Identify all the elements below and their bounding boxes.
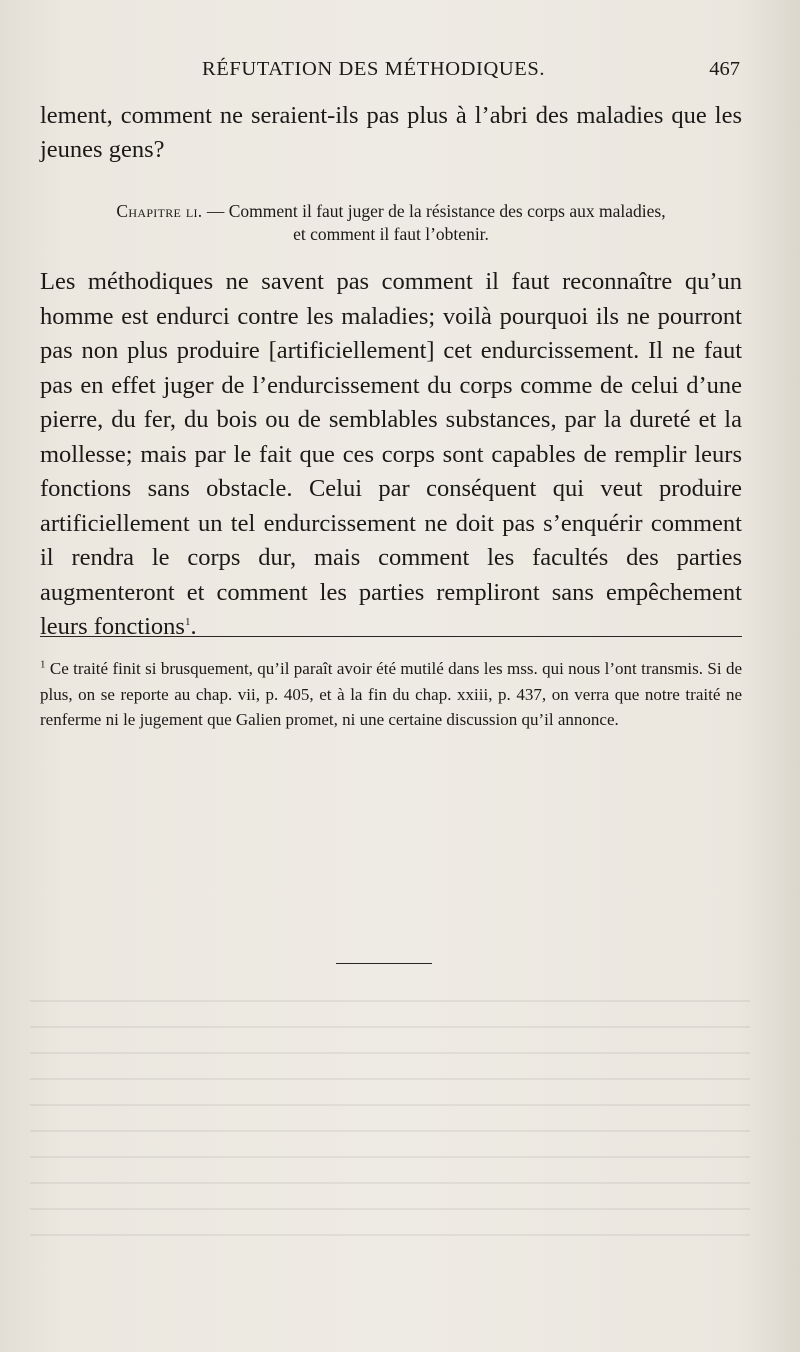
- footnote-separator: [40, 636, 742, 637]
- end-of-text-rule: [336, 963, 432, 964]
- running-header: [40, 58, 740, 88]
- page-number: 467: [709, 58, 740, 80]
- running-title: RÉFUTATION DES MÉTHODIQUES.: [202, 58, 546, 80]
- chapter-title-line1: — Comment il faut juger de la résistance des corps aux maladies,: [202, 201, 666, 221]
- chapter-label: Chapitre li.: [116, 201, 203, 221]
- chapter-heading: [40, 200, 742, 246]
- main-paragraph-text: Les méthodiques ne savent pas comment il faut reconnaître qu’un homme est endurci contre les maladies; voilà pourquoi ils ne pourront pas non plus produire [artificiellement] cet endurcissement. Il ne faut pas en effet juger de l’endurcissement du corps comme de celui d’une pierre, du fer, du bois ou de semblables substances, par la dureté et la mollesse; mais par le fait que ces corps sont capables de remplir leurs fonctions sans obstacle. Celui par conséquent qui veut produire artificiellement un tel endurcissement ne doit pas s’enquérir comment il rendra le corps dur, mais comment les facultés des parties augmenteront et comment les parties rempliront sans empêchement leurs fonctions: [40, 268, 742, 640]
- footnote-text: Ce traité finit si brusquement, qu’il paraît avoir été mutilé dans les mss. qui nous l’ont transmis. Si de plus, on se reporte au chap. vii, p. 405, et à la fin du chap. xxiii, p. 437, on verra que notre traité ne renferme ni le jugement que Galien promet, ni une certaine discussion qu’il annonce.: [40, 659, 742, 729]
- footnote-reference[interactable]: 1: [184, 615, 191, 628]
- chapter-title-line2: et comment il faut l’obtenir.: [293, 224, 489, 244]
- main-paragraph-end: .: [190, 613, 197, 640]
- show-through-texture: [30, 1000, 750, 1250]
- continuation-paragraph: lement, comment ne seraient-ils pas plus à l’abri des maladies que les jeunes gens?: [40, 102, 742, 163]
- main-paragraph: [40, 265, 742, 645]
- footnote-marker: 1: [40, 658, 46, 671]
- footnote: [40, 656, 742, 733]
